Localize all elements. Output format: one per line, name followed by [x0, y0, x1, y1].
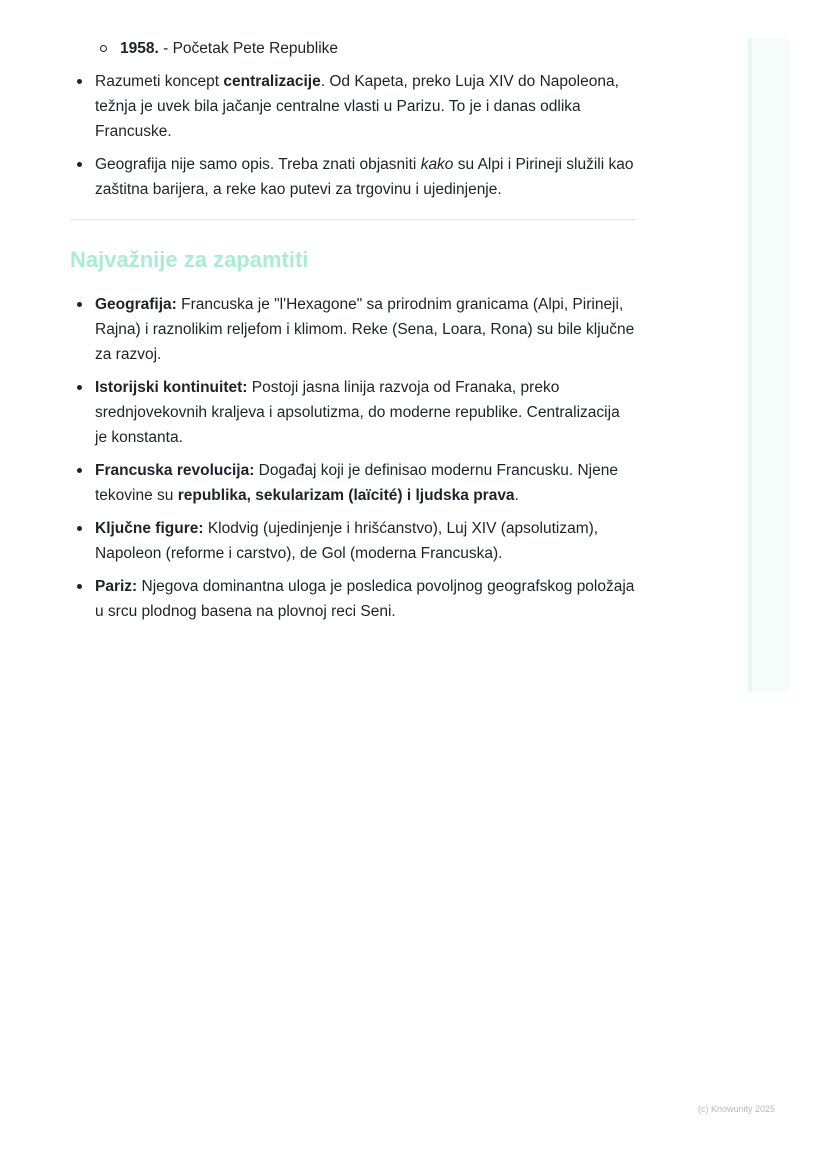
sidebar-decoration — [748, 38, 790, 692]
nested-list — [70, 36, 636, 61]
copyright-footer: (c) Knowunity 2025 — [697, 1104, 775, 1114]
summary-bullet-list — [70, 292, 636, 624]
section-heading: Najvažnije za zapamtiti — [70, 247, 309, 272]
list-item-revolucija: Francuska revolucija: Događaj koji je definisao modernu Francusku. Njene tekovine su republika, sekularizam (laïcité) i ljudska prava. — [70, 458, 636, 508]
list-item-kontinuitet: Istorijski kontinuitet: Postoji jasna linija razvoja od Franaka, preko srednjovekovnih kraljeva i apsolutizma, do moderne republike. Centralizacija je konstanta. — [70, 375, 636, 450]
list-item-pariz: Pariz: Njegova dominantna uloga je posledica povoljnog geografskog položaja u srcu plodnog basena na plovnoj reci Seni. — [70, 574, 636, 624]
section-divider — [70, 219, 636, 220]
list-item-figure: Ključne figure: Klodvig (ujedinjenje i hrišćanstvo), Luj XIV (apsolutizam), Napoleon (reforme i carstvo), de Gol (moderna Francuska). — [70, 516, 636, 566]
list-item-centralization: Razumeti koncept centralizacije. Od Kapeta, preko Luja XIV do Napoleona, težnja je uvek bila jačanje centralne vlasti u Parizu. To je i danas odlika Francuske. — [70, 69, 636, 144]
list-item-geografija: Geografija: Francuska je "l'Hexagone" sa prirodnim granicama (Alpi, Pirineji, Rajna) i raznolikim reljefom i klimom. Reke (Sena, Loara, Rona) su bile ključne za razvoj. — [70, 292, 636, 367]
list-item-1958: 1958. - Početak Pete Republike — [100, 36, 636, 61]
list-item-geography-note: Geografija nije samo opis. Treba znati objasniti kako su Alpi i Pirineji služili kao zaštitna barijera, a reke kao putevi za trgovinu i ujedinjenje. — [70, 152, 636, 202]
document-content — [70, 36, 636, 632]
intro-bullet-list — [70, 69, 636, 202]
